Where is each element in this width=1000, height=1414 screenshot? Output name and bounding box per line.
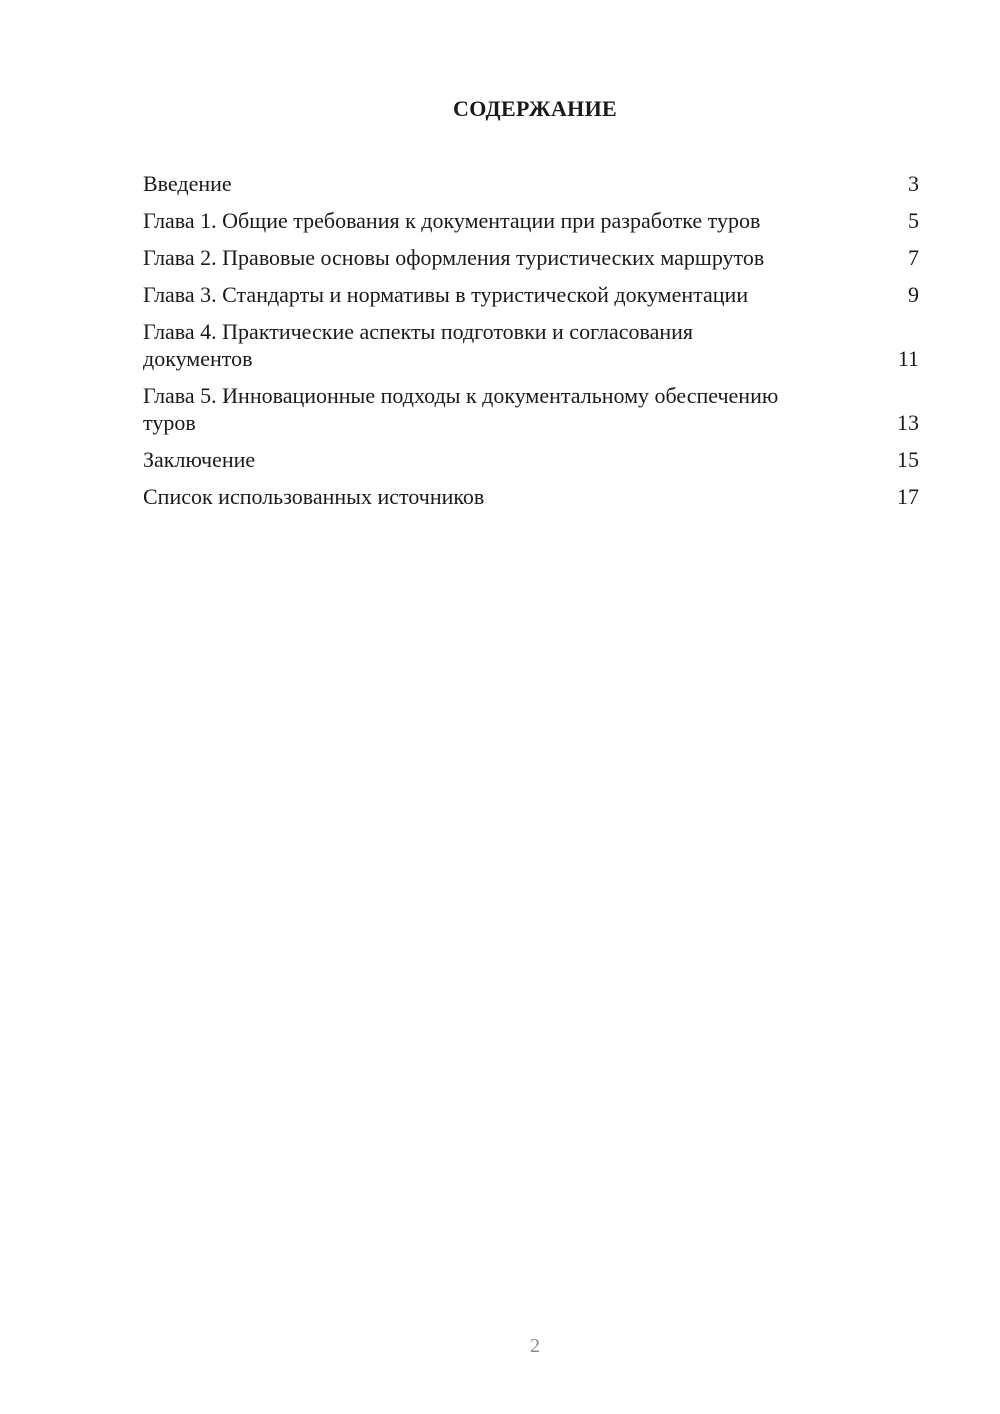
page-title: СОДЕРЖАНИЕ [453,96,617,121]
toc-entry-text: Глава 1. Общие требования к документации при разработке туров [143,208,761,233]
toc-entry-conclusion [143,446,919,473]
toc-entry-chapter-4 [143,318,919,372]
toc-entry-page: 7 [908,245,919,270]
toc-entry-introduction [143,170,919,197]
toc-entry-text: Глава 3. Стандарты и нормативы в туристической документации [143,282,749,307]
toc-entry-page: 17 [897,484,919,509]
toc-entry-text: Глава 2. Правовые основы оформления туристических маршрутов [143,245,765,270]
toc-entry-text: Глава 4. Практические аспекты подготовки и согласования документов [143,319,694,371]
toc-entry-page: 9 [908,282,919,307]
toc-entry-text: Введение [143,171,232,196]
toc-entry-text: Заключение [143,447,256,472]
toc-entry-chapter-3 [143,281,919,308]
toc-entry-page: 5 [908,208,919,233]
toc-entry-chapter-2 [143,244,919,271]
toc-entry-page: 3 [908,171,919,196]
toc-entry-page: 13 [897,410,919,435]
toc-entry-page: 15 [897,447,919,472]
page-number: 2 [530,1335,540,1357]
toc-entry-references [143,483,919,510]
toc-entry-chapter-1 [143,207,919,234]
toc-entry-text: Глава 5. Инновационные подходы к документальному обеспечению туров [143,383,779,435]
toc-entry-text: Список использованных источников [143,484,485,509]
table-of-contents [143,170,919,520]
toc-entry-chapter-5 [143,382,919,436]
toc-entry-page: 11 [897,346,919,371]
